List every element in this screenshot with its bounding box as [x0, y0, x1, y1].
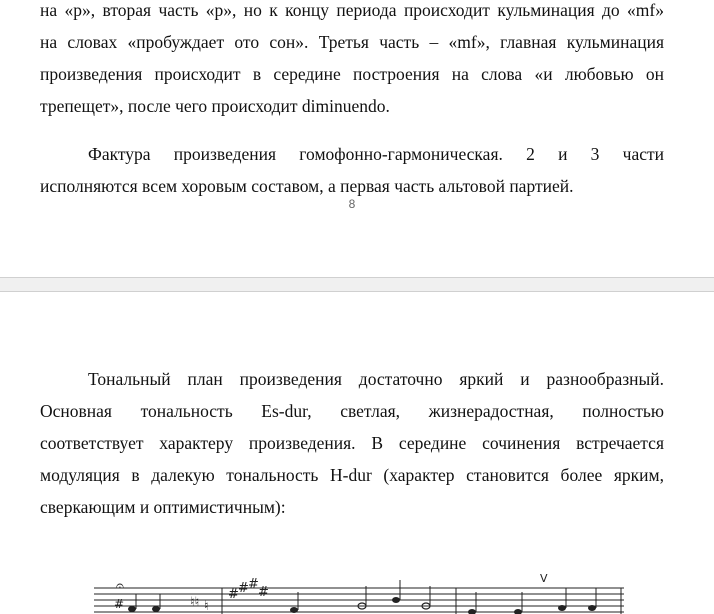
- svg-text:#: #: [114, 597, 125, 611]
- svg-text:#: #: [228, 587, 239, 602]
- svg-text:#: #: [238, 581, 249, 596]
- svg-text:♮: ♮: [204, 599, 209, 614]
- music-score-image: [94, 568, 654, 614]
- page-break: [0, 277, 714, 292]
- text-line: на словах «пробуждает ото сон». Третья часть – «mf», главная кульминация: [40, 32, 664, 52]
- text-line: сверкающим и оптимистичным):: [40, 497, 286, 517]
- text-line: модуляция в далекую тональность H-dur (характер становится более ярким,: [40, 465, 664, 485]
- text-line: произведения происходит в середине построения на слова «и любовью он: [40, 64, 664, 84]
- text-line: Основная тональность Es-dur, светлая, жизнерадостная, полностью: [40, 401, 664, 421]
- svg-text:#: #: [258, 585, 269, 600]
- text-line: соответствует характеру произведения. В середине сочинения встречается: [40, 433, 664, 453]
- paragraph: [40, 0, 664, 122]
- paragraph: [40, 363, 664, 523]
- text-line: Фактура произведения гомофонно-гармоническая. 2 и 3 части: [88, 144, 664, 164]
- svg-text:𝄐: 𝄐: [116, 578, 124, 594]
- text-line: Тональный план произведения достаточно яркий и разнообразный.: [88, 369, 664, 389]
- text-line: на «р», вторая часть «р», но к концу периода происходит кульминация до «mf»: [40, 0, 664, 20]
- document-page: [0, 0, 714, 277]
- paragraph: [40, 138, 664, 202]
- svg-text:♮♮: ♮♮: [190, 595, 200, 610]
- text-line: исполняются всем хоровым составом, а первая часть альтовой партией.: [40, 176, 574, 196]
- svg-text:V: V: [540, 572, 548, 585]
- text-line: трепещет», после чего происходит diminuendo.: [40, 96, 390, 116]
- svg-text:#: #: [248, 577, 259, 592]
- page-number: 8: [348, 197, 356, 211]
